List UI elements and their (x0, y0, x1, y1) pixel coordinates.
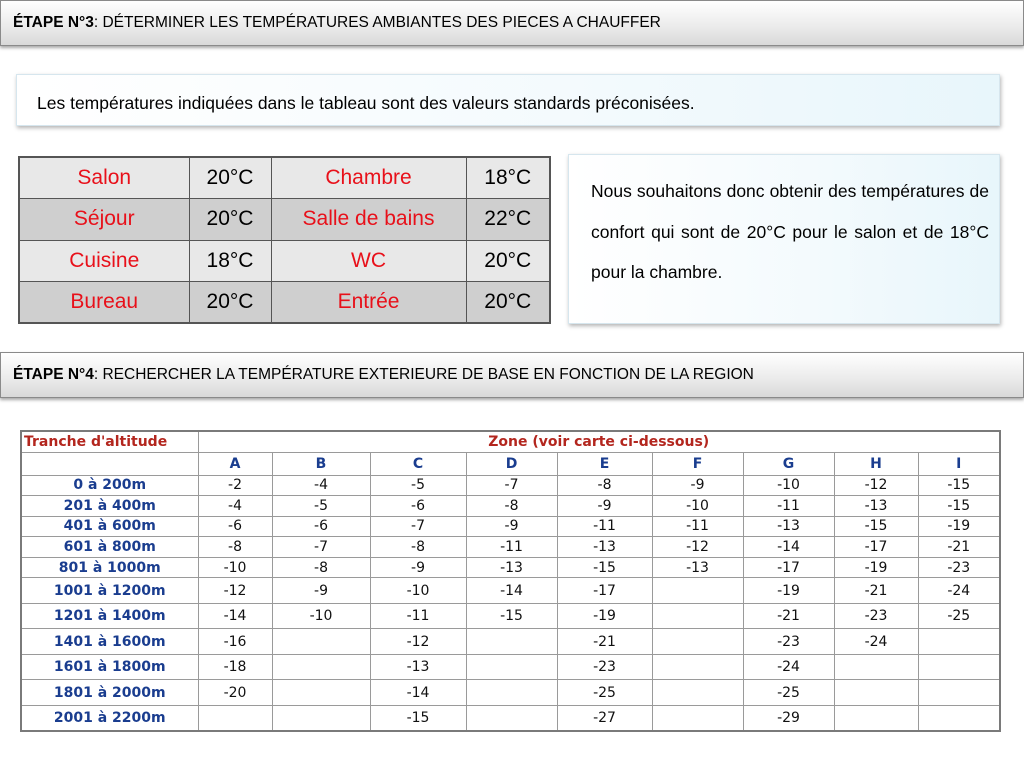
base-temperature-cell: -15 (466, 603, 557, 629)
base-temperature-cell: -12 (652, 537, 743, 558)
base-temperature-cell (272, 629, 370, 655)
altitude-range: 0 à 200m (21, 475, 198, 496)
base-temperature-cell (918, 705, 1000, 731)
base-temperature-cell (652, 654, 743, 680)
room-temperature: 18°C (189, 240, 271, 282)
base-temperature-cell: -21 (743, 603, 834, 629)
base-temperature-cell: -17 (557, 578, 652, 604)
altitude-row (21, 557, 1000, 578)
base-temperature-cell: -9 (370, 557, 466, 578)
base-temperature-cell: -6 (370, 496, 466, 517)
base-temperature-cell: -19 (918, 516, 1000, 537)
base-temperature-cell: -24 (743, 654, 834, 680)
base-temperature-cell: -12 (370, 629, 466, 655)
base-temperature-cell: -29 (743, 705, 834, 731)
base-temperature-cell: -12 (198, 578, 272, 604)
altitude-range: 2001 à 2200m (21, 705, 198, 731)
comfort-note-box (568, 154, 1000, 324)
base-temperature-cell: -17 (834, 537, 918, 558)
base-temperature-cell: -23 (834, 603, 918, 629)
base-temperature-cell (834, 680, 918, 706)
altitude-row (21, 629, 1000, 655)
base-temperature-cell (198, 705, 272, 731)
step3-text: : DÉTERMINER LES TEMPÉRATURES AMBIANTES DES PIECES A CHAUFFER (93, 14, 661, 31)
altitude-range: 801 à 1000m (21, 557, 198, 578)
base-temperature-cell: -18 (198, 654, 272, 680)
room-name: Entrée (271, 282, 466, 324)
base-temperature-cell: -11 (652, 516, 743, 537)
base-temperature-cell: -10 (743, 475, 834, 496)
base-temperature-cell (652, 680, 743, 706)
base-temperature-cell: -4 (272, 475, 370, 496)
base-temperature-cell: -19 (557, 603, 652, 629)
step4-banner (0, 352, 1024, 398)
base-temperature-cell: -9 (272, 578, 370, 604)
base-temperature-cell: -13 (743, 516, 834, 537)
base-temperature-cell: -13 (557, 537, 652, 558)
base-temperature-cell: -13 (834, 496, 918, 517)
base-temperature-cell: -13 (466, 557, 557, 578)
base-temperature-cell: -10 (370, 578, 466, 604)
base-temperature-cell: -14 (743, 537, 834, 558)
base-temperature-cell: -4 (198, 496, 272, 517)
altitude-range: 1601 à 1800m (21, 654, 198, 680)
base-temperature-cell (918, 680, 1000, 706)
base-temperature-cell (652, 705, 743, 731)
base-temperature-cell (272, 654, 370, 680)
base-temperature-cell (834, 705, 918, 731)
zone-header: Zone (voir carte ci-dessous) (198, 431, 1000, 452)
base-temperature-cell: -12 (834, 475, 918, 496)
base-temperature-cell (918, 654, 1000, 680)
base-temperature-cell: -11 (743, 496, 834, 517)
room-name: Bureau (19, 282, 189, 324)
room-name: Séjour (19, 199, 189, 241)
base-temperature-cell (466, 680, 557, 706)
base-temperature-cell: -23 (557, 654, 652, 680)
base-temperature-cell: -5 (370, 475, 466, 496)
room-name: Chambre (271, 157, 466, 199)
base-temperature-cell: -20 (198, 680, 272, 706)
base-temperature-cell (272, 705, 370, 731)
base-temperature-cell: -8 (370, 537, 466, 558)
altitude-row (21, 603, 1000, 629)
base-temperature-cell: -10 (198, 557, 272, 578)
base-temperature-cell (918, 629, 1000, 655)
room-name: Salon (19, 157, 189, 199)
base-temperature-cell: -16 (198, 629, 272, 655)
base-temperature-cell: -25 (557, 680, 652, 706)
zone-letter: H (834, 452, 918, 475)
base-temperature-cell: -9 (652, 475, 743, 496)
room-temperature: 20°C (189, 157, 271, 199)
step3-label: ÉTAPE N°3 (13, 14, 94, 31)
base-temperature-cell: -24 (834, 629, 918, 655)
zone-letter: C (370, 452, 466, 475)
base-temperature-cell (466, 654, 557, 680)
empty-corner-cell (21, 452, 198, 475)
base-temperature-cell: -6 (198, 516, 272, 537)
base-temperature-cell: -15 (918, 475, 1000, 496)
base-temperature-cell: -19 (743, 578, 834, 604)
base-temperature-cell: -23 (743, 629, 834, 655)
base-temperature-cell: -15 (557, 557, 652, 578)
base-temperature-cell (652, 578, 743, 604)
base-temperature-cell: -21 (557, 629, 652, 655)
zone-letter: F (652, 452, 743, 475)
base-temperature-cell: -17 (743, 557, 834, 578)
base-temperature-cell: -11 (557, 516, 652, 537)
base-temperature-cell: -8 (557, 475, 652, 496)
zone-letter: D (466, 452, 557, 475)
altitude-row (21, 654, 1000, 680)
base-temperature-cell: -15 (918, 496, 1000, 517)
standard-values-note: Les températures indiquées dans le tableau sont des valeurs standards préconisées. (37, 93, 695, 113)
room-name: Cuisine (19, 240, 189, 282)
base-temperature-cell (652, 629, 743, 655)
base-temperature-cell: -7 (272, 537, 370, 558)
base-temperature-cell: -27 (557, 705, 652, 731)
base-temperature-cell: -19 (834, 557, 918, 578)
base-temperature-cell: -9 (557, 496, 652, 517)
base-temperature-cell: -8 (272, 557, 370, 578)
base-temperature-table-wrapper (20, 430, 1001, 732)
room-temperature: 20°C (189, 282, 271, 324)
altitude-range: 1001 à 1200m (21, 578, 198, 604)
altitude-range: 601 à 800m (21, 537, 198, 558)
base-temperature-cell: -24 (918, 578, 1000, 604)
base-temperature-cell: -21 (834, 578, 918, 604)
altitude-table-header-row (21, 431, 1000, 452)
altitude-column-header: Tranche d'altitude (21, 431, 198, 452)
base-temperature-table (20, 430, 1001, 732)
altitude-row (21, 680, 1000, 706)
altitude-range: 401 à 600m (21, 516, 198, 537)
base-temperature-cell: -25 (743, 680, 834, 706)
base-temperature-cell: -6 (272, 516, 370, 537)
base-temperature-cell: -15 (834, 516, 918, 537)
base-temperature-cell: -11 (466, 537, 557, 558)
base-temperature-cell: -5 (272, 496, 370, 517)
room-row (19, 157, 550, 199)
base-temperature-cell: -2 (198, 475, 272, 496)
base-temperature-cell: -8 (466, 496, 557, 517)
base-temperature-cell (466, 705, 557, 731)
step4-label: ÉTAPE N°4 (13, 366, 94, 383)
altitude-row (21, 578, 1000, 604)
room-temperatures-table (18, 156, 551, 324)
base-temperature-cell: -25 (918, 603, 1000, 629)
room-temperature: 20°C (466, 282, 550, 324)
base-temperature-cell (652, 603, 743, 629)
standard-values-note-box (16, 74, 1000, 126)
base-temperature-cell: -10 (652, 496, 743, 517)
base-temperature-cell (272, 680, 370, 706)
altitude-range: 1201 à 1400m (21, 603, 198, 629)
step3-banner (0, 0, 1024, 46)
room-name: Salle de bains (271, 199, 466, 241)
altitude-row (21, 475, 1000, 496)
zone-letter: I (918, 452, 1000, 475)
room-row (19, 199, 550, 241)
zone-letter: E (557, 452, 652, 475)
altitude-range: 201 à 400m (21, 496, 198, 517)
base-temperature-cell: -13 (652, 557, 743, 578)
step4-text: : RECHERCHER LA TEMPÉRATURE EXTERIEURE DE BASE EN FONCTION DE LA REGION (93, 366, 754, 383)
base-temperature-cell: -7 (370, 516, 466, 537)
base-temperature-cell: -14 (370, 680, 466, 706)
zone-letter: G (743, 452, 834, 475)
base-temperature-cell: -10 (272, 603, 370, 629)
room-temperature: 18°C (466, 157, 550, 199)
altitude-row (21, 516, 1000, 537)
room-row (19, 240, 550, 282)
base-temperature-cell (834, 654, 918, 680)
base-temperature-cell: -23 (918, 557, 1000, 578)
base-temperature-cell: -21 (918, 537, 1000, 558)
room-temperature: 20°C (189, 199, 271, 241)
room-name: WC (271, 240, 466, 282)
zone-letter: B (272, 452, 370, 475)
zone-letter: A (198, 452, 272, 475)
room-temperature: 20°C (466, 240, 550, 282)
altitude-range: 1801 à 2000m (21, 680, 198, 706)
room-row (19, 282, 550, 324)
base-temperature-cell: -11 (370, 603, 466, 629)
altitude-row (21, 496, 1000, 517)
base-temperature-cell: -7 (466, 475, 557, 496)
base-temperature-cell: -13 (370, 654, 466, 680)
base-temperature-cell: -14 (198, 603, 272, 629)
zone-letters-row (21, 452, 1000, 475)
base-temperature-cell: -15 (370, 705, 466, 731)
base-temperature-cell: -8 (198, 537, 272, 558)
altitude-range: 1401 à 1600m (21, 629, 198, 655)
base-temperature-cell: -14 (466, 578, 557, 604)
room-temperature: 22°C (466, 199, 550, 241)
altitude-row (21, 705, 1000, 731)
comfort-note: Nous souhaitons donc obtenir des températures de confort qui sont de 20°C pour le salon et de 18°C pour la chambre. (591, 181, 989, 282)
base-temperature-cell: -9 (466, 516, 557, 537)
altitude-row (21, 537, 1000, 558)
base-temperature-cell (466, 629, 557, 655)
